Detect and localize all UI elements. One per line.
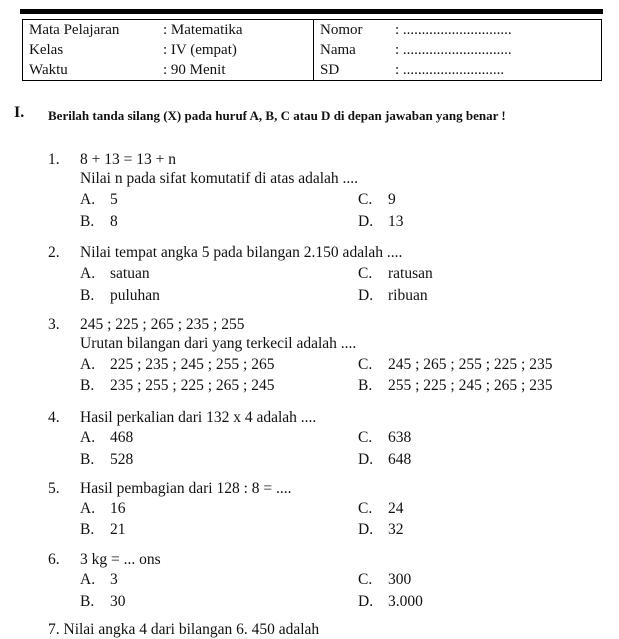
- option-d[interactable]: D. ribuan: [358, 287, 428, 304]
- option-a[interactable]: A. 3: [80, 571, 118, 588]
- question-subtext: Urutan bilangan dari yang terkecil adalah ....: [80, 335, 357, 352]
- question-subtext: Nilai n pada sifat komutatif di atas adalah ....: [80, 170, 359, 187]
- option-d[interactable]: D. 13: [358, 213, 404, 230]
- header-row-name: [320, 40, 595, 60]
- question-number: 4.: [48, 409, 60, 426]
- header-table: [22, 19, 602, 81]
- option-c[interactable]: C. ratusan: [358, 265, 433, 282]
- question-stem: Hasil perkalian dari 132 x 4 adalah ....: [80, 409, 317, 426]
- option-c[interactable]: C. 300: [358, 571, 412, 588]
- option-a[interactable]: A. 5: [80, 191, 118, 208]
- question-number: 1.: [48, 151, 60, 168]
- header-right-cell: [314, 20, 602, 81]
- option-c[interactable]: C. 9: [358, 191, 396, 208]
- top-rule: [20, 9, 603, 14]
- name-field: : .............................: [395, 42, 512, 58]
- question-stem: Hasil pembagian dari 128 : 8 = ....: [80, 480, 292, 497]
- header-row-class: [29, 40, 307, 60]
- option-b[interactable]: B. 528: [80, 451, 134, 468]
- option-c[interactable]: C. 24: [358, 500, 404, 517]
- subject-label: Mata Pelajaran: [29, 22, 120, 38]
- header-row-school: [320, 60, 595, 80]
- option-b[interactable]: B. 8: [80, 213, 118, 230]
- school-field: : ...........................: [395, 62, 505, 78]
- question-number: 3.: [48, 316, 60, 333]
- time-value: : 90 Menit: [163, 62, 226, 78]
- question-stem: 8 + 13 = 13 + n: [80, 151, 176, 168]
- option-a[interactable]: A. 16: [80, 500, 126, 517]
- number-label: Nomor: [320, 22, 363, 38]
- class-label: Kelas: [29, 42, 64, 58]
- question-7-cutoff: 7. Nilai angka 4 dari bilangan 6. 450 adalah: [48, 621, 320, 638]
- question-stem: Nilai tempat angka 5 pada bilangan 2.150 adalah ....: [80, 244, 403, 261]
- question-number: 2.: [48, 244, 60, 261]
- option-a[interactable]: A. 468: [80, 429, 134, 446]
- header-row-subject: [29, 20, 307, 40]
- option-b[interactable]: B. 235 ; 255 ; 225 ; 265 ; 245: [80, 377, 275, 394]
- option-c[interactable]: C. 245 ; 265 ; 255 ; 225 ; 235: [358, 356, 553, 373]
- option-b[interactable]: B. puluhan: [80, 287, 160, 304]
- name-label: Nama: [320, 42, 356, 58]
- option-b[interactable]: B. 21: [80, 521, 126, 538]
- option-a[interactable]: A. satuan: [80, 265, 150, 282]
- option-d[interactable]: D. 3.000: [358, 593, 423, 610]
- header-row-time: [29, 60, 307, 80]
- option-d[interactable]: D. 32: [358, 521, 404, 538]
- section-number: I.: [14, 104, 25, 121]
- question-stem: 3 kg = ... ons: [80, 551, 161, 568]
- school-label: SD: [320, 62, 340, 78]
- question-number: 5.: [48, 480, 60, 497]
- option-d[interactable]: D. 648: [358, 451, 412, 468]
- time-label: Waktu: [29, 62, 68, 78]
- header-row-number: [320, 20, 595, 40]
- question-number: 6.: [48, 551, 60, 568]
- header-left-cell: [23, 20, 314, 81]
- class-value: : IV (empat): [163, 42, 237, 58]
- option-b[interactable]: B. 30: [80, 593, 126, 610]
- option-d[interactable]: B. 255 ; 225 ; 245 ; 265 ; 235: [358, 377, 553, 394]
- option-a[interactable]: A. 225 ; 235 ; 245 ; 255 ; 265: [80, 356, 275, 373]
- subject-value: : Matematika: [163, 22, 243, 38]
- instruction-text: Berilah tanda silang (X) pada huruf A, B, C atau D di depan jawaban yang benar !: [48, 108, 506, 123]
- question-stem: 245 ; 225 ; 265 ; 235 ; 255: [80, 316, 245, 333]
- option-c[interactable]: C. 638: [358, 429, 412, 446]
- number-field: : .............................: [395, 22, 512, 38]
